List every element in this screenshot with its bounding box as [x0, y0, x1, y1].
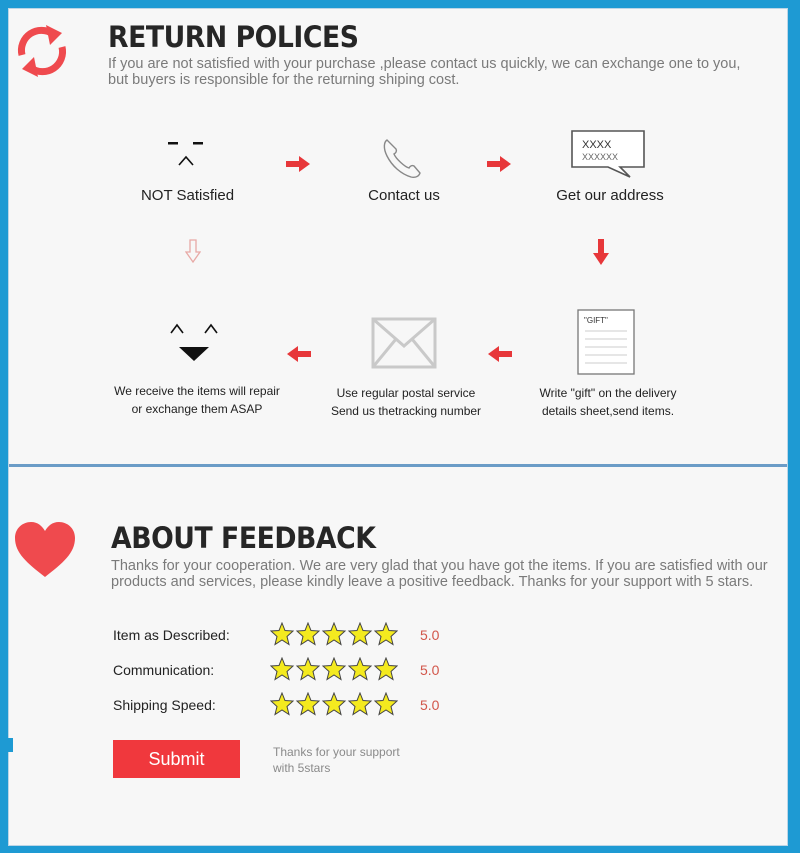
star-icon[interactable]: [297, 623, 319, 645]
rating-score-communication: 5.0: [420, 662, 440, 678]
rating-score-item: 5.0: [420, 627, 440, 643]
star-icon[interactable]: [323, 623, 345, 645]
star-icon[interactable]: [297, 658, 319, 680]
star-icon[interactable]: [271, 658, 293, 680]
thanks-note: [273, 744, 400, 776]
feedback-intro-line2: products and services, please kindly leave a positive feedback. Thanks for your support with 5 stars.: [111, 574, 754, 590]
submit-button[interactable]: Submit: [113, 740, 240, 778]
step-receive-line2: or exchange them ASAP: [131, 402, 263, 416]
return-intro-line1: If you are not satisfied with your purchase ,please contact us quickly, we can exchange one to you,: [108, 56, 741, 72]
step-get-address-label: Get our address: [556, 187, 664, 204]
thanks-line2: with 5stars: [273, 761, 331, 775]
star-icon[interactable]: [297, 693, 319, 715]
return-title: RETURN POLICES: [108, 20, 359, 54]
rating-label-shipping: Shipping Speed:: [113, 697, 216, 713]
arrow-down-outline-icon: [185, 239, 201, 263]
star-icon[interactable]: [375, 623, 397, 645]
gift-sheet-text: "GIFT": [584, 316, 608, 325]
happy-face-icon: [169, 323, 221, 363]
envelope-icon: [371, 317, 437, 369]
step-not-satisfied-label: NOT Satisfied: [140, 187, 235, 204]
step-write-gift-label: [536, 384, 680, 420]
star-icon[interactable]: [349, 693, 371, 715]
frame-edge-marker: [1, 738, 13, 752]
bubble-text-bottom: XXXXXX: [582, 152, 619, 162]
step-receive-label: [109, 382, 285, 418]
star-icon[interactable]: [271, 693, 293, 715]
phone-icon: [381, 136, 423, 180]
step-receive-line1: We receive the items will repair: [114, 384, 280, 398]
step-write-gift-line1: Write "gift" on the delivery: [539, 386, 677, 400]
bubble-text-top: XXXX: [582, 139, 612, 151]
star-rating-shipping[interactable]: [270, 692, 398, 716]
step-contact-us-label: Contact us: [368, 187, 440, 204]
unhappy-face-icon: [165, 139, 207, 171]
star-icon[interactable]: [323, 693, 345, 715]
feedback-intro: [111, 558, 768, 590]
step-postal-label: [323, 384, 489, 420]
arrow-right-icon: [487, 156, 511, 172]
section-divider: [9, 464, 787, 467]
thanks-line1: Thanks for your support: [273, 745, 400, 759]
rating-label-item: Item as Described:: [113, 627, 230, 643]
arrow-left-icon: [287, 346, 311, 362]
return-intro-line2: but buyers is responsible for the returning shiping cost.: [108, 72, 460, 88]
star-icon[interactable]: [375, 693, 397, 715]
gift-sheet-icon: [577, 309, 635, 375]
feedback-intro-line1: Thanks for your cooperation. We are very glad that you have got the items. If you are satisfied with our: [111, 558, 768, 574]
arrow-left-icon: [488, 346, 512, 362]
star-icon[interactable]: [375, 658, 397, 680]
star-icon[interactable]: [349, 658, 371, 680]
page-frame: [8, 8, 788, 846]
star-rating-item[interactable]: [270, 622, 398, 646]
star-icon[interactable]: [271, 623, 293, 645]
rating-label-communication: Communication:: [113, 662, 215, 678]
arrow-right-icon: [286, 156, 310, 172]
refresh-icon: [12, 21, 72, 81]
rating-score-shipping: 5.0: [420, 697, 440, 713]
step-postal-line2: Send us thetracking number: [330, 404, 482, 418]
star-rating-communication[interactable]: [270, 657, 398, 681]
feedback-title: ABOUT FEEDBACK: [111, 521, 376, 555]
step-postal-line1: Use regular postal service: [336, 386, 476, 400]
arrow-down-icon: [593, 239, 609, 265]
message-bubble-icon: [570, 129, 646, 179]
heart-icon: [13, 521, 77, 579]
return-intro: [108, 56, 740, 88]
star-icon[interactable]: [323, 658, 345, 680]
star-icon[interactable]: [349, 623, 371, 645]
step-write-gift-line2: details sheet,send items.: [541, 404, 675, 418]
